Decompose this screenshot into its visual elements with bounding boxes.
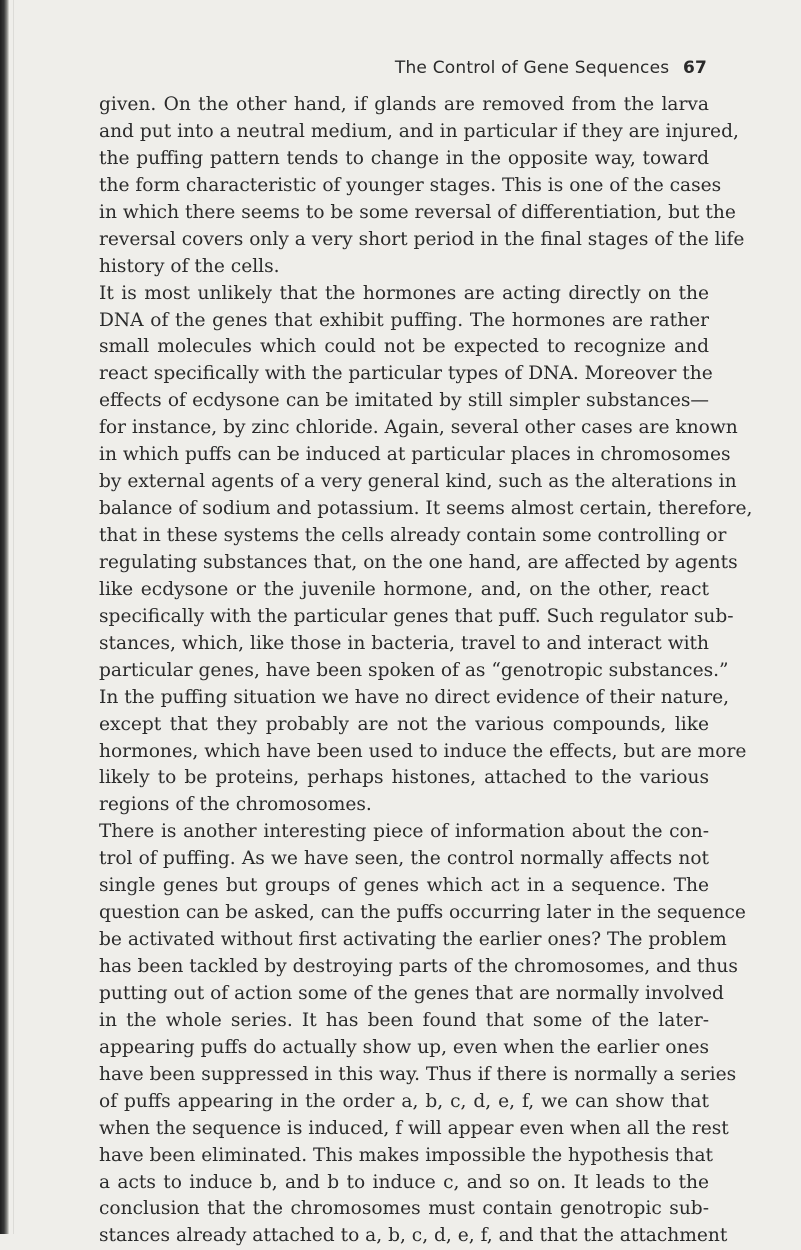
text-line: specifically with the particular genes that puff. Such regulator sub- (99, 605, 734, 627)
text-line: react specifically with the particular types of DNA. Moreover the (99, 363, 713, 385)
text-line: trol of puffing. As we have seen, the control normally affects not (99, 848, 709, 870)
text-line: particular genes, have been spoken of as “genotropic substances.” (99, 659, 729, 681)
text-line: conclusion that the chromosomes must contain genotropic sub- (99, 1198, 709, 1220)
text-line: a acts to induce b, and b to induce c, and so on. It leads to the (99, 1171, 709, 1193)
text-line: given. On the other hand, if glands are removed from the larva (99, 94, 709, 115)
page-gutter-line (13, 0, 14, 1234)
text-line: when the sequence is induced, f will appear even when all the rest (99, 1117, 729, 1139)
text-line: in which there seems to be some reversal of differentiation, but the (99, 201, 736, 223)
text-line: for instance, by zinc chloride. Again, several other cases are known (99, 417, 738, 439)
text-line: In the puffing situation we have no direct evidence of their nature, (99, 686, 730, 708)
text-line: DNA of the genes that exhibit puffing. The hormones are rather (99, 309, 709, 331)
book-binding-edge (0, 0, 9, 1234)
body-text (99, 92, 753, 1250)
text-line: has been tackled by destroying parts of the chromosomes, and thus (99, 956, 738, 977)
text-line: likely to be proteins, perhaps histones, attached to the various (99, 767, 709, 789)
text-line: the form characteristic of younger stages. This is one of the cases (99, 174, 722, 196)
text-line: effects of ecdysone can be imitated by still simpler substances— (99, 390, 709, 412)
text-line: stances already attached to a, b, c, d, e, f, and that the attachment (99, 1225, 728, 1247)
text-line: history of the cells. (99, 255, 280, 277)
text-line: question can be asked, can the puffs occurring later in the sequence (99, 902, 746, 924)
text-line: There is another interesting piece of information about the con- (99, 821, 709, 843)
text-line: hormones, which have been used to induce the effects, but are more (99, 740, 747, 762)
text-line: stances, which, like those in bacteria, travel to and interact with (99, 632, 709, 654)
text-line: that in these systems the cells already contain some controlling or (99, 525, 727, 546)
text-line: in the whole series. It has been found that some of the later- (99, 1009, 709, 1031)
running-header (395, 58, 707, 78)
text-line: the puffing pattern tends to change in the opposite way, toward (99, 147, 709, 169)
text-line: and put into a neutral medium, and in particular if they are injured, (99, 120, 739, 142)
text-line: have been suppressed in this way. Thus if there is normally a series (99, 1063, 737, 1085)
text-line: single genes but groups of genes which act in a sequence. The (99, 875, 709, 897)
text-line: regulating substances that, on the one hand, are affected by agents (99, 551, 738, 573)
text-line: by external agents of a very general kind, such as the alterations in (99, 471, 737, 493)
text-line: reversal covers only a very short period in the final stages of the life (99, 228, 745, 250)
text-line: putting out of action some of the genes that are normally involved (99, 982, 724, 1004)
text-line: It is most unlikely that the hormones are acting directly on the (99, 282, 709, 304)
text-line: balance of sodium and potassium. It seems almost certain, therefore, (99, 498, 753, 520)
text-line: be activated without first activating the earlier ones? The problem (99, 929, 727, 951)
text-line: of puffs appearing in the order a, b, c, d, e, f, we can show that (99, 1090, 709, 1112)
text-line: except that they probably are not the various compounds, like (99, 713, 709, 735)
text-line: have been eliminated. This makes impossible the hypothesis that (99, 1144, 714, 1166)
page-number: 67 (682, 58, 707, 78)
running-head-title: The Control of Gene Sequences (394, 58, 670, 78)
text-line: like ecdysone or the juvenile hormone, and, on the other, react (99, 578, 709, 600)
text-line: small molecules which could not be expected to recognize and (99, 336, 709, 358)
text-line: in which puffs can be induced at particular places in chromosomes (99, 444, 731, 466)
text-line: regions of the chromosomes. (99, 794, 372, 816)
text-line: appearing puffs do actually show up, even when the earlier ones (99, 1036, 709, 1058)
